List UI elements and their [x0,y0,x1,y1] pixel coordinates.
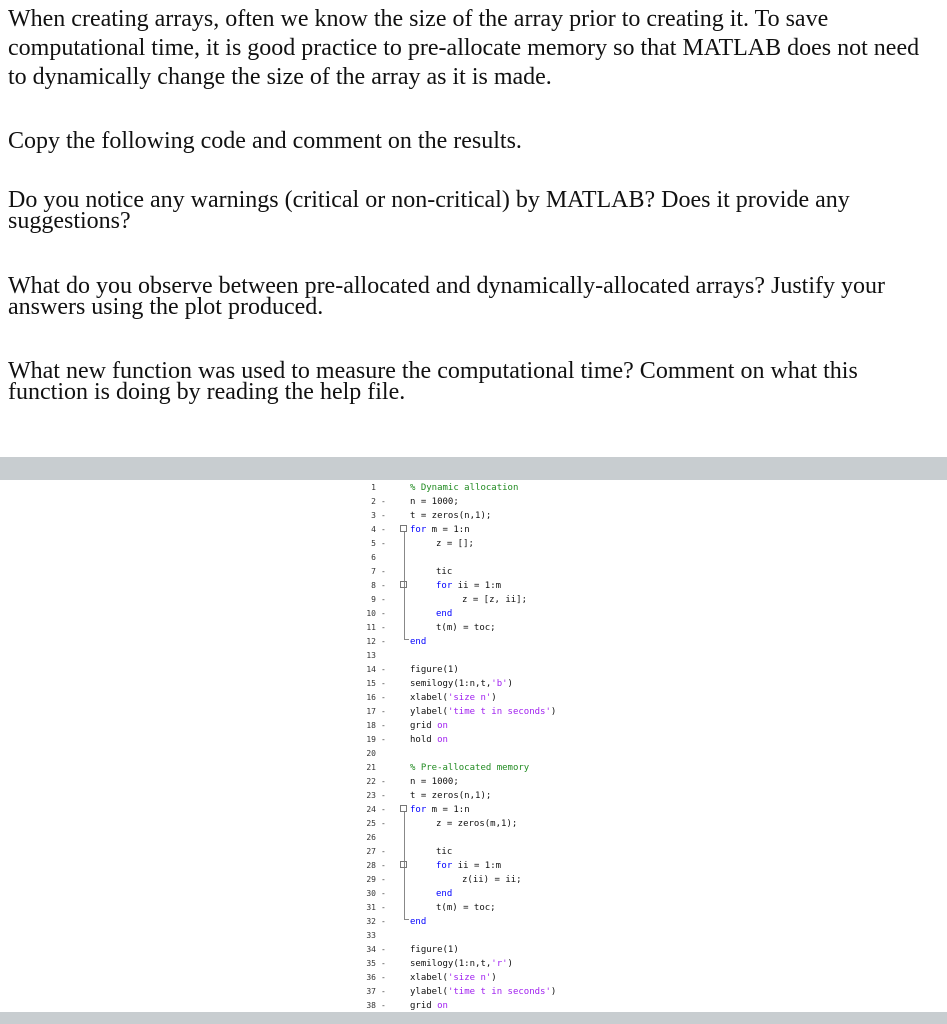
breakpoint-marker[interactable]: - [381,875,386,884]
line-number: 30 [366,889,376,898]
code-text [410,679,513,689]
code-line [362,581,602,595]
code-text [410,637,426,647]
breakpoint-marker[interactable]: - [381,917,386,926]
code-line [362,791,602,805]
line-number: 15 [366,679,376,688]
line-number: 2 [371,497,376,506]
breakpoint-marker[interactable]: - [381,889,386,898]
line-number: 7 [371,567,376,576]
code-text [410,917,426,927]
breakpoint-marker[interactable]: - [381,903,386,912]
code-token: ) [507,959,513,969]
code-text [436,539,474,549]
code-token: semilogy(1:n,t, [410,679,492,689]
editor-bottom-border [0,1012,947,1024]
breakpoint-marker[interactable]: - [381,609,386,618]
code-text [410,497,459,507]
breakpoint-marker[interactable]: - [381,595,386,604]
breakpoint-marker[interactable]: - [381,777,386,786]
code-text [436,903,496,913]
line-number: 25 [366,819,376,828]
line-number: 19 [366,735,376,744]
code-line [362,525,602,539]
code-text [436,889,452,899]
code-text [410,945,459,955]
code-token: z(ii) = ii; [462,875,522,885]
code-line [362,763,602,777]
instruction-paragraph: Copy the following code and comment on the results. [8,128,522,154]
question-function: What new function was used to measure the computational time? Comment on what this function is doing by reading the help file. [8,358,858,405]
code-token: ylabel( [410,707,448,717]
code-token: figure(1) [410,665,459,675]
breakpoint-marker[interactable]: - [381,945,386,954]
code-token: ylabel( [410,987,448,997]
code-keyword: end [410,917,427,927]
question-warnings: Do you notice any warnings (critical or non-critical) by MATLAB? Does it provide any suggestions? [8,187,850,234]
code-token: t = zeros(n,1); [410,511,492,521]
code-comment: % Dynamic allocation [410,483,519,493]
code-text [410,707,556,717]
code-keyword: for [410,805,427,815]
code-token: t(m) = toc; [436,903,496,913]
breakpoint-marker[interactable]: - [381,987,386,996]
code-token: tic [436,847,453,857]
code-token: hold [410,735,438,745]
code-token: ) [550,707,557,717]
line-number: 32 [366,917,376,926]
code-text [410,763,529,773]
code-line [362,693,602,707]
code-keyword: for [436,581,453,591]
code-text [436,609,452,619]
code-text [410,777,459,787]
line-number: 4 [371,525,376,534]
breakpoint-marker[interactable]: - [381,511,386,520]
breakpoint-marker[interactable]: - [381,805,386,814]
code-token: ) [491,693,497,703]
code-token: z = zeros(m,1); [436,819,518,829]
code-string: 'time t in seconds' [447,987,551,997]
code-token: z = []; [436,539,474,549]
code-keyword: for [436,861,453,871]
line-number: 36 [366,973,376,982]
code-string: 'size n' [447,973,492,983]
line-number: 31 [366,903,376,912]
line-number: 11 [366,623,376,632]
code-string: 'size n' [447,693,492,703]
code-string: 'r' [491,959,508,969]
code-token: grid [410,721,438,731]
code-token: ii = 1:m [452,861,502,871]
breakpoint-marker[interactable]: - [381,707,386,716]
line-number: 20 [366,749,376,758]
breakpoint-marker[interactable]: - [381,735,386,744]
breakpoint-marker[interactable]: - [381,539,386,548]
code-line [362,833,602,847]
line-number: 10 [366,609,376,618]
code-line [362,497,602,511]
line-number: 22 [366,777,376,786]
code-line [362,735,602,749]
line-number: 3 [371,511,376,520]
code-line [362,987,602,1001]
line-number: 16 [366,693,376,702]
line-number: 17 [366,707,376,716]
breakpoint-marker[interactable]: - [381,861,386,870]
code-keyword: for [410,525,427,535]
code-text [410,483,518,493]
code-token: t(m) = toc; [436,623,496,633]
code-token: tic [436,567,453,577]
line-number: 24 [366,805,376,814]
breakpoint-marker[interactable]: - [381,959,386,968]
breakpoint-marker[interactable]: - [381,847,386,856]
code-line [362,721,602,735]
code-line [362,889,602,903]
code-token: m = 1:n [426,525,470,535]
code-line [362,483,602,497]
code-text [410,791,491,801]
code-token: n = 1000; [410,777,459,787]
code-text [410,511,491,521]
code-token: ) [550,987,557,997]
code-line [362,567,602,581]
code-text [436,819,517,829]
code-text [410,805,470,815]
code-line [362,945,602,959]
line-number: 21 [366,763,376,772]
line-number: 1 [371,483,376,492]
code-text [462,595,527,605]
code-token: m = 1:n [426,805,470,815]
code-token: ) [491,973,497,983]
code-text [410,987,556,997]
breakpoint-marker[interactable]: - [381,791,386,800]
code-line [362,511,602,525]
code-string: on [437,1001,448,1011]
code-token: semilogy(1:n,t, [410,959,492,969]
code-line [362,777,602,791]
code-text [410,735,448,745]
code-text [410,973,497,983]
code-text [436,861,501,871]
code-keyword: end [436,889,453,899]
line-number: 35 [366,959,376,968]
breakpoint-marker[interactable]: - [381,637,386,646]
code-text [436,623,496,633]
code-line [362,665,602,679]
code-line [362,553,602,567]
breakpoint-marker[interactable]: - [381,1001,386,1010]
code-line [362,749,602,763]
code-line [362,861,602,875]
code-line [362,637,602,651]
breakpoint-marker[interactable]: - [381,973,386,982]
code-string: on [437,721,448,731]
code-token: ii = 1:m [452,581,502,591]
intro-paragraph: When creating arrays, often we know the size of the array prior to creating it. To save computational time, it is good practice to pre-allocate memory so that MATLAB does not need to dynamically change the size of the array as it is made. [8,6,920,90]
code-line [362,959,602,973]
code-line [362,917,602,931]
line-number: 27 [366,847,376,856]
line-number: 28 [366,861,376,870]
line-number: 23 [366,791,376,800]
code-line [362,623,602,637]
breakpoint-marker[interactable]: - [381,693,386,702]
code-line [362,595,602,609]
line-number: 18 [366,721,376,730]
breakpoint-marker[interactable]: - [381,819,386,828]
code-token: z = [z, ii]; [462,595,528,605]
question-observe: What do you observe between pre-allocated and dynamically-allocated arrays? Justify your answers using the plot produced. [8,273,885,320]
breakpoint-marker[interactable]: - [381,623,386,632]
code-string: 'time t in seconds' [447,707,551,717]
code-line [362,651,602,665]
breakpoint-marker[interactable]: - [381,581,386,590]
code-line [362,931,602,945]
code-text [436,567,452,577]
line-number: 5 [371,539,376,548]
line-number: 14 [366,665,376,674]
code-token: figure(1) [410,945,459,955]
code-text [410,693,497,703]
code-line [362,903,602,917]
line-number: 8 [371,581,376,590]
line-number: 13 [366,651,376,660]
code-line [362,819,602,833]
code-comment: % Pre-allocated memory [410,763,530,773]
breakpoint-marker[interactable]: - [381,665,386,674]
code-line [362,847,602,861]
code-line [362,679,602,693]
code-token: n = 1000; [410,497,459,507]
breakpoint-marker[interactable]: - [381,567,386,576]
code-text [436,847,452,857]
line-number: 26 [366,833,376,842]
code-text [410,1001,448,1011]
breakpoint-marker[interactable]: - [381,679,386,688]
line-number: 37 [366,987,376,996]
code-line [362,875,602,889]
code-text [410,959,513,969]
editor-top-border [0,457,947,480]
code-line [362,707,602,721]
code-keyword: end [410,637,427,647]
line-number: 12 [366,637,376,646]
breakpoint-marker[interactable]: - [381,525,386,534]
code-line [362,805,602,819]
code-text [410,525,470,535]
code-string: 'b' [491,679,508,689]
code-token: xlabel( [410,693,448,703]
line-number: 6 [371,553,376,562]
code-token: xlabel( [410,973,448,983]
code-line [362,539,602,553]
line-number: 38 [366,1001,376,1010]
line-number: 34 [366,945,376,954]
code-text [436,581,501,591]
matlab-code-editor [362,480,602,1012]
code-token: t = zeros(n,1); [410,791,492,801]
code-text [410,721,448,731]
line-number: 9 [371,595,376,604]
breakpoint-marker[interactable]: - [381,497,386,506]
code-text [410,665,459,675]
code-token: grid [410,1001,438,1011]
code-string: on [437,735,448,745]
breakpoint-marker[interactable]: - [381,721,386,730]
line-number: 33 [366,931,376,940]
line-number: 29 [366,875,376,884]
code-line [362,973,602,987]
code-token: ) [507,679,513,689]
code-keyword: end [436,609,453,619]
code-text [462,875,522,885]
code-line [362,609,602,623]
